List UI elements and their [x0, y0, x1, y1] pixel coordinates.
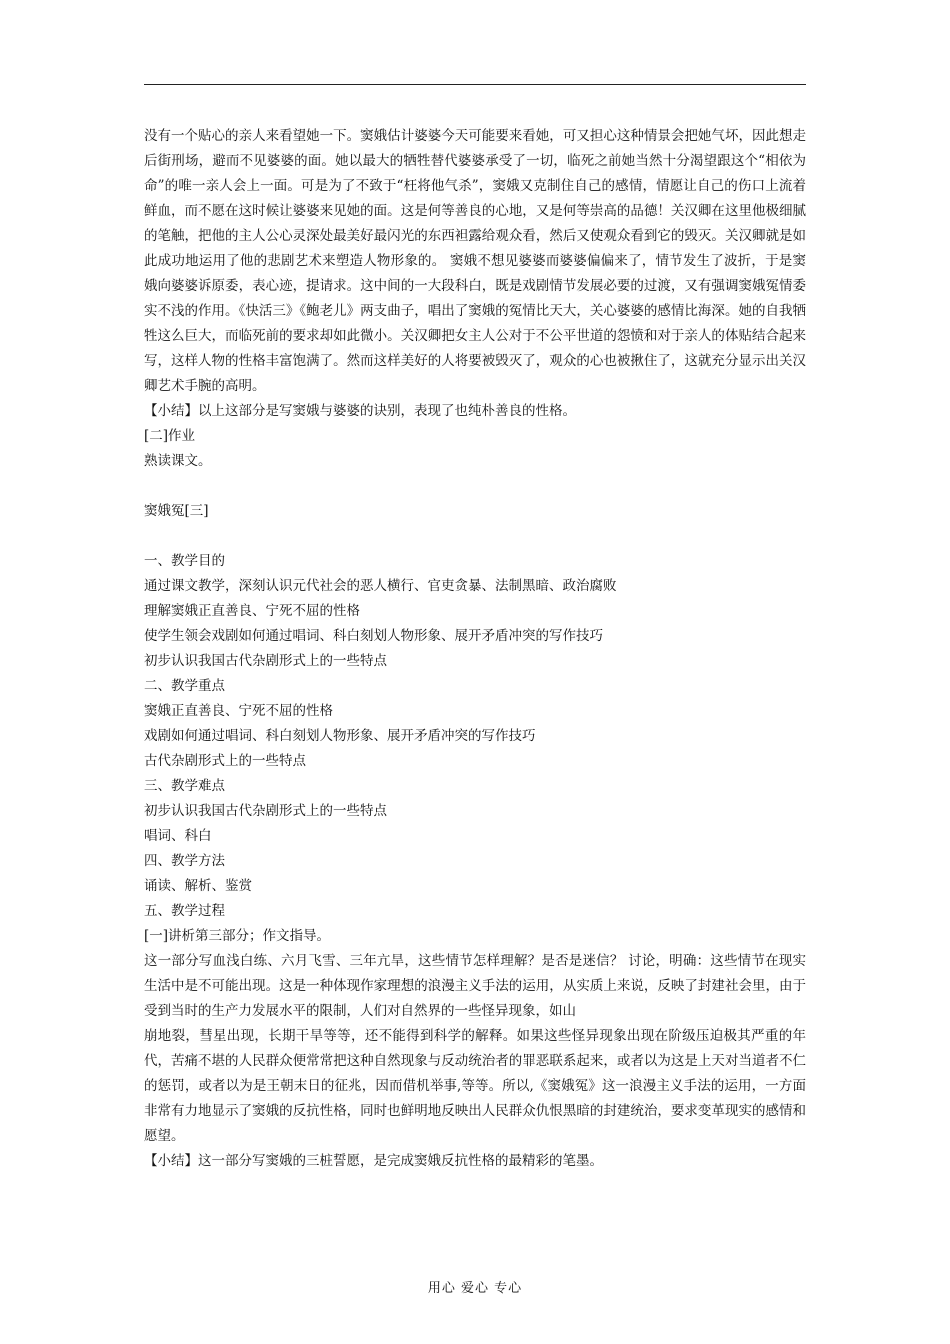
document-body	[144, 124, 806, 1174]
objective-item: 理解窦娥正直善良、宁死不屈的性格	[144, 603, 360, 619]
analysis-paragraph-1: 没有一个贴心的亲人来看望她一下。窦娥估计婆婆今天可能要来看她，可又担心这种情景会把她气坏，因此想走后街刑场，避而不见婆婆的面。她以最大的牺牲替代婆婆承受了一切，临死之前她当然十分渴望跟这个“相依为命”的唯一亲人会上一面。可是为了不致于“枉将他气杀”，窦娥又克制住自己的感情，情愿让自己的伤口上流着鲜血，而不愿在这时候让婆婆来见她的面。这是何等善良的心地，又是何等崇高的品德！关汉卿在这里他极细腻的笔触，把他的主人公心灵深处最美好最闪光的东西袒露给观众看，然后又使观众看到它的毁灭。关汉卿就是如此成功地运用了他的悲剧艺术来塑造人物形象的。 窦娥不想见婆婆而婆婆偏偏来了，情节发生了波折，于是窦娥向婆婆诉原委，表心迹，提请求。这中间的一大段科白，既是戏剧情节发展必要的过渡，又有强调窦娥冤情委实不浅的作用。《快活三》《鲍老儿》两支曲子，唱出了窦娥的冤情比天大，关心婆婆的感情比海深。她的自我牺牲这么巨大，而临死前的要求却如此微小。关汉卿把女主人公对于不公平世道的怨愤和对于亲人的体贴结合起来写，这样人物的性格丰富饱满了。然而这样美好的人将要被毁灭了，观众的心也被揪住了，这就充分显示出关汉卿艺术手腕的高明。	[144, 128, 806, 394]
difficulty-item: 初步认识我国古代杂剧形式上的一些特点	[144, 803, 387, 819]
summary-2: 【小结】这一部分写窦娥的三桩誓愿，是完成窦娥反抗性格的最精彩的笔墨。	[144, 1153, 603, 1169]
objective-item: 通过课文教学，深刻认识元代社会的恶人横行、官吏贪暴、法制黑暗、政治腐败	[144, 578, 617, 594]
spacer	[144, 524, 806, 549]
difficulty-item: 唱词、科白	[144, 828, 212, 844]
methods-text: 诵读、解析、鉴赏	[144, 878, 252, 894]
analysis-paragraph-2: 这一部分写血浅白练、六月飞雪、三年亢旱，这些情节怎样理解？是否是迷信？ 讨论，明确：这些情节在现实生活中是不可能出现。这是一种体现作家理想的浪漫主义手法的运用，从实质上来说，反映了封建社会里，由于受到当时的生产力发展水平的限制，人们对自然界的一些怪异现象，如山	[144, 953, 806, 1019]
section-heading-key-points: 二、教学重点	[144, 678, 225, 694]
homework-text: 熟读课文。	[144, 453, 212, 469]
page-footer: 用心 爱心 专心	[427, 1281, 523, 1296]
lesson-title: 窦娥冤[三]	[144, 503, 209, 519]
section-heading-difficulties: 三、教学难点	[144, 778, 225, 794]
analysis-paragraph-3: 崩地裂，彗星出现，长期干旱等等，还不能得到科学的解释。如果这些怪异现象出现在阶级压迫极其严重的年代，苦痛不堪的人民群众便常常把这种自然现象与反动统治者的罪恶联系起来，或者以为这是上天对当道者不仁的惩罚，或者以为是王朝末日的征兆，因而借机举事,等等。所以,《窦娥冤》这一浪漫主义手法的运用，一方面非常有力地显示了窦娥的反抗性格，同时也鲜明地反映出人民群众仇恨黑暗的封建统治，要求变革现实的感情和愿望。	[144, 1028, 806, 1144]
section-heading-process: 五、教学过程	[144, 903, 225, 919]
summary-1: 【小结】以上这部分是写窦娥与婆婆的诀别，表现了也纯朴善良的性格。	[144, 403, 576, 419]
key-point-item: 戏剧如何通过唱词、科白刻划人物形象、展开矛盾冲突的写作技巧	[144, 728, 536, 744]
section-heading-objectives: 一、教学目的	[144, 553, 225, 569]
header-rule	[144, 84, 806, 85]
key-point-item: 窦娥正直善良、宁死不屈的性格	[144, 703, 333, 719]
key-point-item: 古代杂剧形式上的一些特点	[144, 753, 306, 769]
spacer	[144, 474, 806, 499]
homework-heading: [二]作业	[144, 428, 196, 444]
process-step-heading: [一]讲析第三部分；作文指导。	[144, 928, 331, 944]
objective-item: 初步认识我国古代杂剧形式上的一些特点	[144, 653, 387, 669]
section-heading-methods: 四、教学方法	[144, 853, 225, 869]
objective-item: 使学生领会戏剧如何通过唱词、科白刻划人物形象、展开矛盾冲突的写作技巧	[144, 628, 603, 644]
